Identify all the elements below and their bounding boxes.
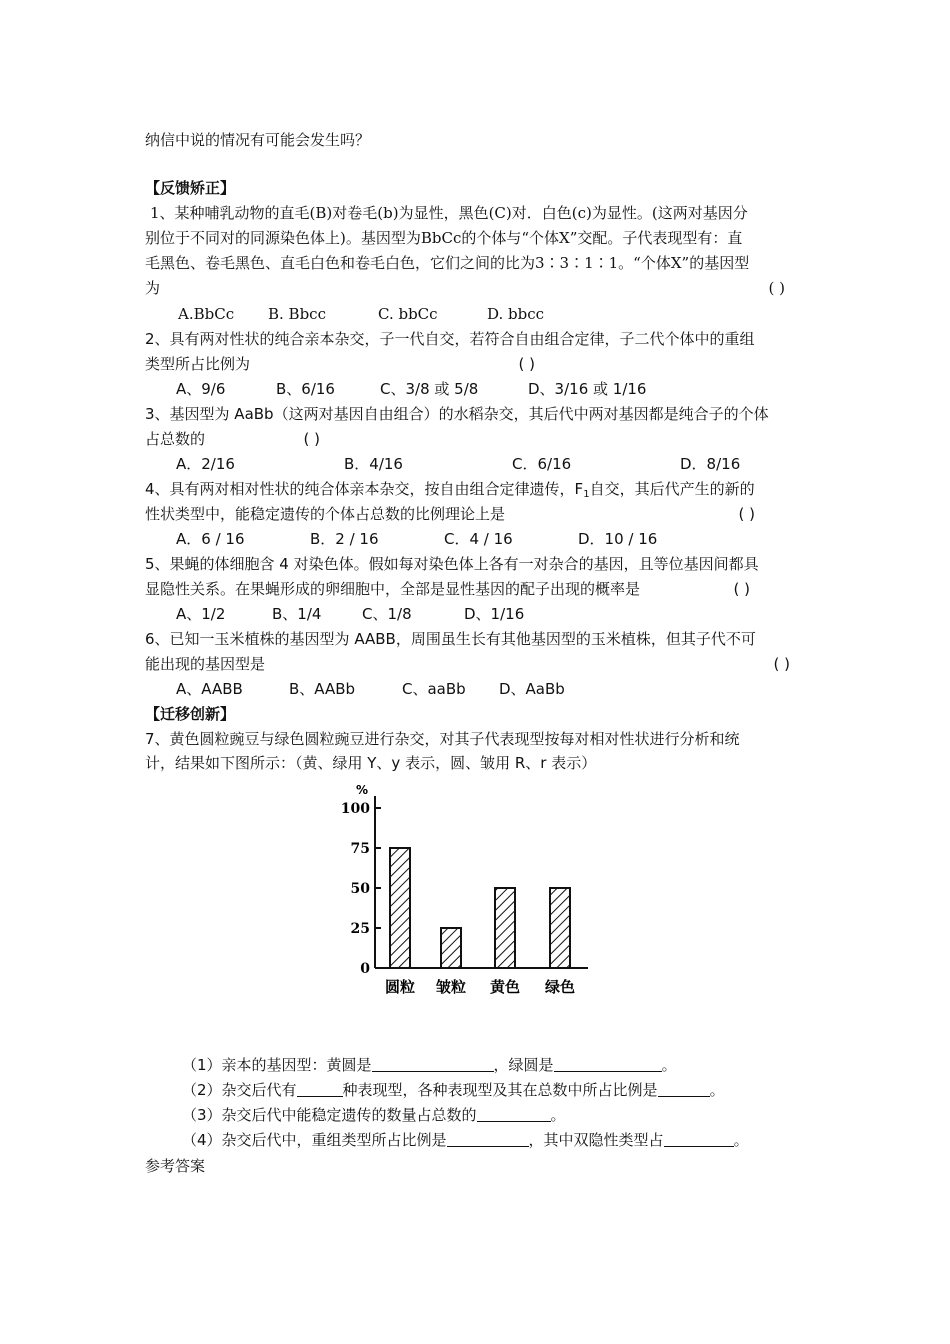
- sub-question-3: [182, 1106, 566, 1125]
- q2-line1: 2、具有两对性状的纯合亲本杂交，子一代自交，若符合自由组合定律，子二代个体中的重组: [145, 330, 755, 348]
- q4-answer-paren: ( ): [738, 505, 755, 523]
- q3-line2-text: 占总数的: [145, 430, 206, 448]
- sub-q2-blank-count[interactable]: [297, 1082, 343, 1097]
- q6-line2-text: 能出现的基因型是: [145, 655, 266, 673]
- sub-question-4: [182, 1131, 749, 1150]
- intro-line: 纳信中说的情况有可能会发生吗？: [145, 131, 371, 149]
- q1-option-a[interactable]: A.BbCc: [178, 305, 235, 323]
- q2-answer-paren: ( ): [518, 355, 535, 373]
- sub-q1-text-c: 。: [661, 1056, 677, 1074]
- bar-3: [550, 888, 570, 968]
- x-category-label: 圆粒: [384, 978, 416, 996]
- q2-option-d[interactable]: D、3/16 或 1/16: [528, 380, 647, 398]
- bar-1: [441, 928, 461, 968]
- y-tick-label: 50: [350, 881, 370, 897]
- q2-line2: [145, 355, 535, 374]
- q1-option-d[interactable]: D. bbcc: [487, 305, 545, 323]
- sub-q2-text-c: 。: [709, 1081, 725, 1099]
- q5-option-b[interactable]: B、1/4: [272, 605, 322, 623]
- q3-line2: [145, 430, 320, 449]
- q3-answer-paren: ( ): [303, 430, 320, 448]
- sub-question-1: [182, 1056, 677, 1075]
- y-tick-label: 75: [350, 841, 370, 857]
- q7-line2: 计，结果如下图所示：（黄、绿用 Y、y 表示，圆、皱用 R、r 表示）: [145, 754, 597, 772]
- q4-line2-text: 性状类型中，能稳定遗传的个体占总数的比例理论上是: [145, 505, 506, 523]
- q6-option-d[interactable]: D、AaBb: [499, 680, 565, 698]
- sub-q4-blank-recombinant[interactable]: [447, 1132, 529, 1147]
- sub-q2-blank-ratio[interactable]: [658, 1082, 710, 1097]
- sub-q1-blank-yellow-round[interactable]: [372, 1057, 494, 1072]
- x-category-label: 黄色: [489, 978, 521, 996]
- q2-option-a[interactable]: A、9/6: [176, 380, 226, 398]
- q5-line1: 5、果蝇的体细胞含 4 对染色体。假如每对染色体上各有一对杂合的基因，且等位基因间都具: [145, 555, 759, 573]
- q1-line4: [145, 279, 785, 298]
- sub-q3-blank[interactable]: [477, 1107, 551, 1122]
- q6-answer-paren: ( ): [773, 655, 790, 673]
- q6-line2: [145, 655, 790, 674]
- q3-option-c[interactable]: C．6/16: [512, 455, 572, 473]
- q3-option-d[interactable]: D．8/16: [680, 455, 741, 473]
- q1-option-b[interactable]: B. Bbcc: [268, 305, 326, 323]
- q2-option-b[interactable]: B、6/16: [276, 380, 335, 398]
- bar-0: [390, 848, 410, 968]
- sub-q2-text-b: 种表现型，各种表现型及其在总数中所占比例是: [342, 1081, 658, 1099]
- sub-q3-text-a: （3）杂交后代中能稳定遗传的数量占总数的: [182, 1106, 477, 1124]
- q3-option-b[interactable]: B．4/16: [344, 455, 403, 473]
- sub-q4-text-b: ，其中双隐性类型占: [528, 1131, 664, 1149]
- q6-option-a[interactable]: A、AABB: [176, 680, 243, 698]
- q6-line1: 6、已知一玉米植株的基因型为 AABB，周围虽生长有其他基因型的玉米植株，但其子代不可: [145, 630, 756, 648]
- q1-line3: 毛黑色、卷毛黑色、直毛白色和卷毛白色，它们之间的比为3∶3∶1∶1。“个体X”的基因型: [145, 254, 750, 272]
- q4-line1-subscript: 1: [583, 489, 590, 500]
- q5-option-a[interactable]: A、1/2: [176, 605, 226, 623]
- answer-heading: 参考答案: [145, 1157, 206, 1175]
- q5-line2: [145, 580, 750, 599]
- q4-line1: [145, 480, 755, 504]
- sub-q4-blank-double-recessive[interactable]: [664, 1132, 734, 1147]
- q6-option-c[interactable]: C、aaBb: [402, 680, 466, 698]
- section-heading-feedback: 【反馈矫正】: [145, 179, 236, 197]
- q4-line2: [145, 505, 755, 524]
- sub-q1-text-b: ，绿圆是: [493, 1056, 554, 1074]
- section-heading-transfer: 【迁移创新】: [145, 705, 236, 723]
- q1-line1: 1、某种哺乳动物的直毛(B)对卷毛(b)为显性，黑色(C)对．白色(c)为显性。(这两对基因分: [150, 204, 748, 222]
- sub-question-2: [182, 1081, 725, 1100]
- q3-line1: 3、基因型为 AaBb（这两对基因自由组合）的水稻杂交，其后代中两对基因都是纯合子的个体: [145, 405, 769, 423]
- y-tick-label: 25: [350, 921, 370, 937]
- sub-q2-text-a: （2）杂交后代有: [182, 1081, 297, 1099]
- q4-line1-text-b: 自交，其后代产生的新的: [589, 480, 755, 498]
- q4-option-a[interactable]: A．6 / 16: [176, 530, 245, 548]
- q4-line1-text-a: 4、具有两对相对性状的纯合体亲本杂交，按自由组合定律遗传，F: [145, 480, 584, 498]
- sub-q1-text-a: （1）亲本的基因型：黄圆是: [182, 1056, 372, 1074]
- q3-option-a[interactable]: A．2/16: [176, 455, 235, 473]
- sub-q4-text-a: （4）杂交后代中，重组类型所占比例是: [182, 1131, 447, 1149]
- sub-q3-text-b: 。: [550, 1106, 566, 1124]
- q2-line2-text: 类型所占比例为: [145, 355, 251, 373]
- x-category-label: 绿色: [544, 978, 576, 996]
- bar-chart: [340, 778, 590, 1003]
- q1-line2: 别位于不同对的同源染色体上)。基因型为BbCc的个体与“个体X”交配。子代表现型有：直: [145, 229, 743, 247]
- y-axis-unit-label: %: [355, 783, 369, 797]
- x-category-label: 皱粒: [435, 978, 467, 996]
- q1-answer-paren: ( ): [768, 279, 785, 297]
- q5-line2-text: 显隐性关系。在果蝇形成的卵细胞中，全部是显性基因的配子出现的概率是: [145, 580, 641, 598]
- q1-option-c[interactable]: C. bbCc: [378, 305, 438, 323]
- sub-q1-blank-green-round[interactable]: [554, 1057, 662, 1072]
- y-tick-label: 100: [340, 801, 370, 817]
- q4-option-b[interactable]: B．2 / 16: [310, 530, 379, 548]
- q4-option-d[interactable]: D．10 / 16: [578, 530, 658, 548]
- q7-line1: 7、黄色圆粒豌豆与绿色圆粒豌豆进行杂交，对其子代表现型按每对相对性状进行分析和统: [145, 730, 740, 748]
- q4-option-c[interactable]: C．4 / 16: [444, 530, 513, 548]
- q5-option-c[interactable]: C、1/8: [362, 605, 412, 623]
- y-tick-label: 0: [360, 961, 370, 977]
- sub-q4-text-c: 。: [733, 1131, 749, 1149]
- q1-line4-text: 为: [145, 279, 161, 297]
- bar-2: [495, 888, 515, 968]
- q2-option-c[interactable]: C、3/8 或 5/8: [380, 380, 479, 398]
- q6-option-b[interactable]: B、AABb: [289, 680, 356, 698]
- q5-answer-paren: ( ): [733, 580, 750, 598]
- q5-option-d[interactable]: D、1/16: [464, 605, 525, 623]
